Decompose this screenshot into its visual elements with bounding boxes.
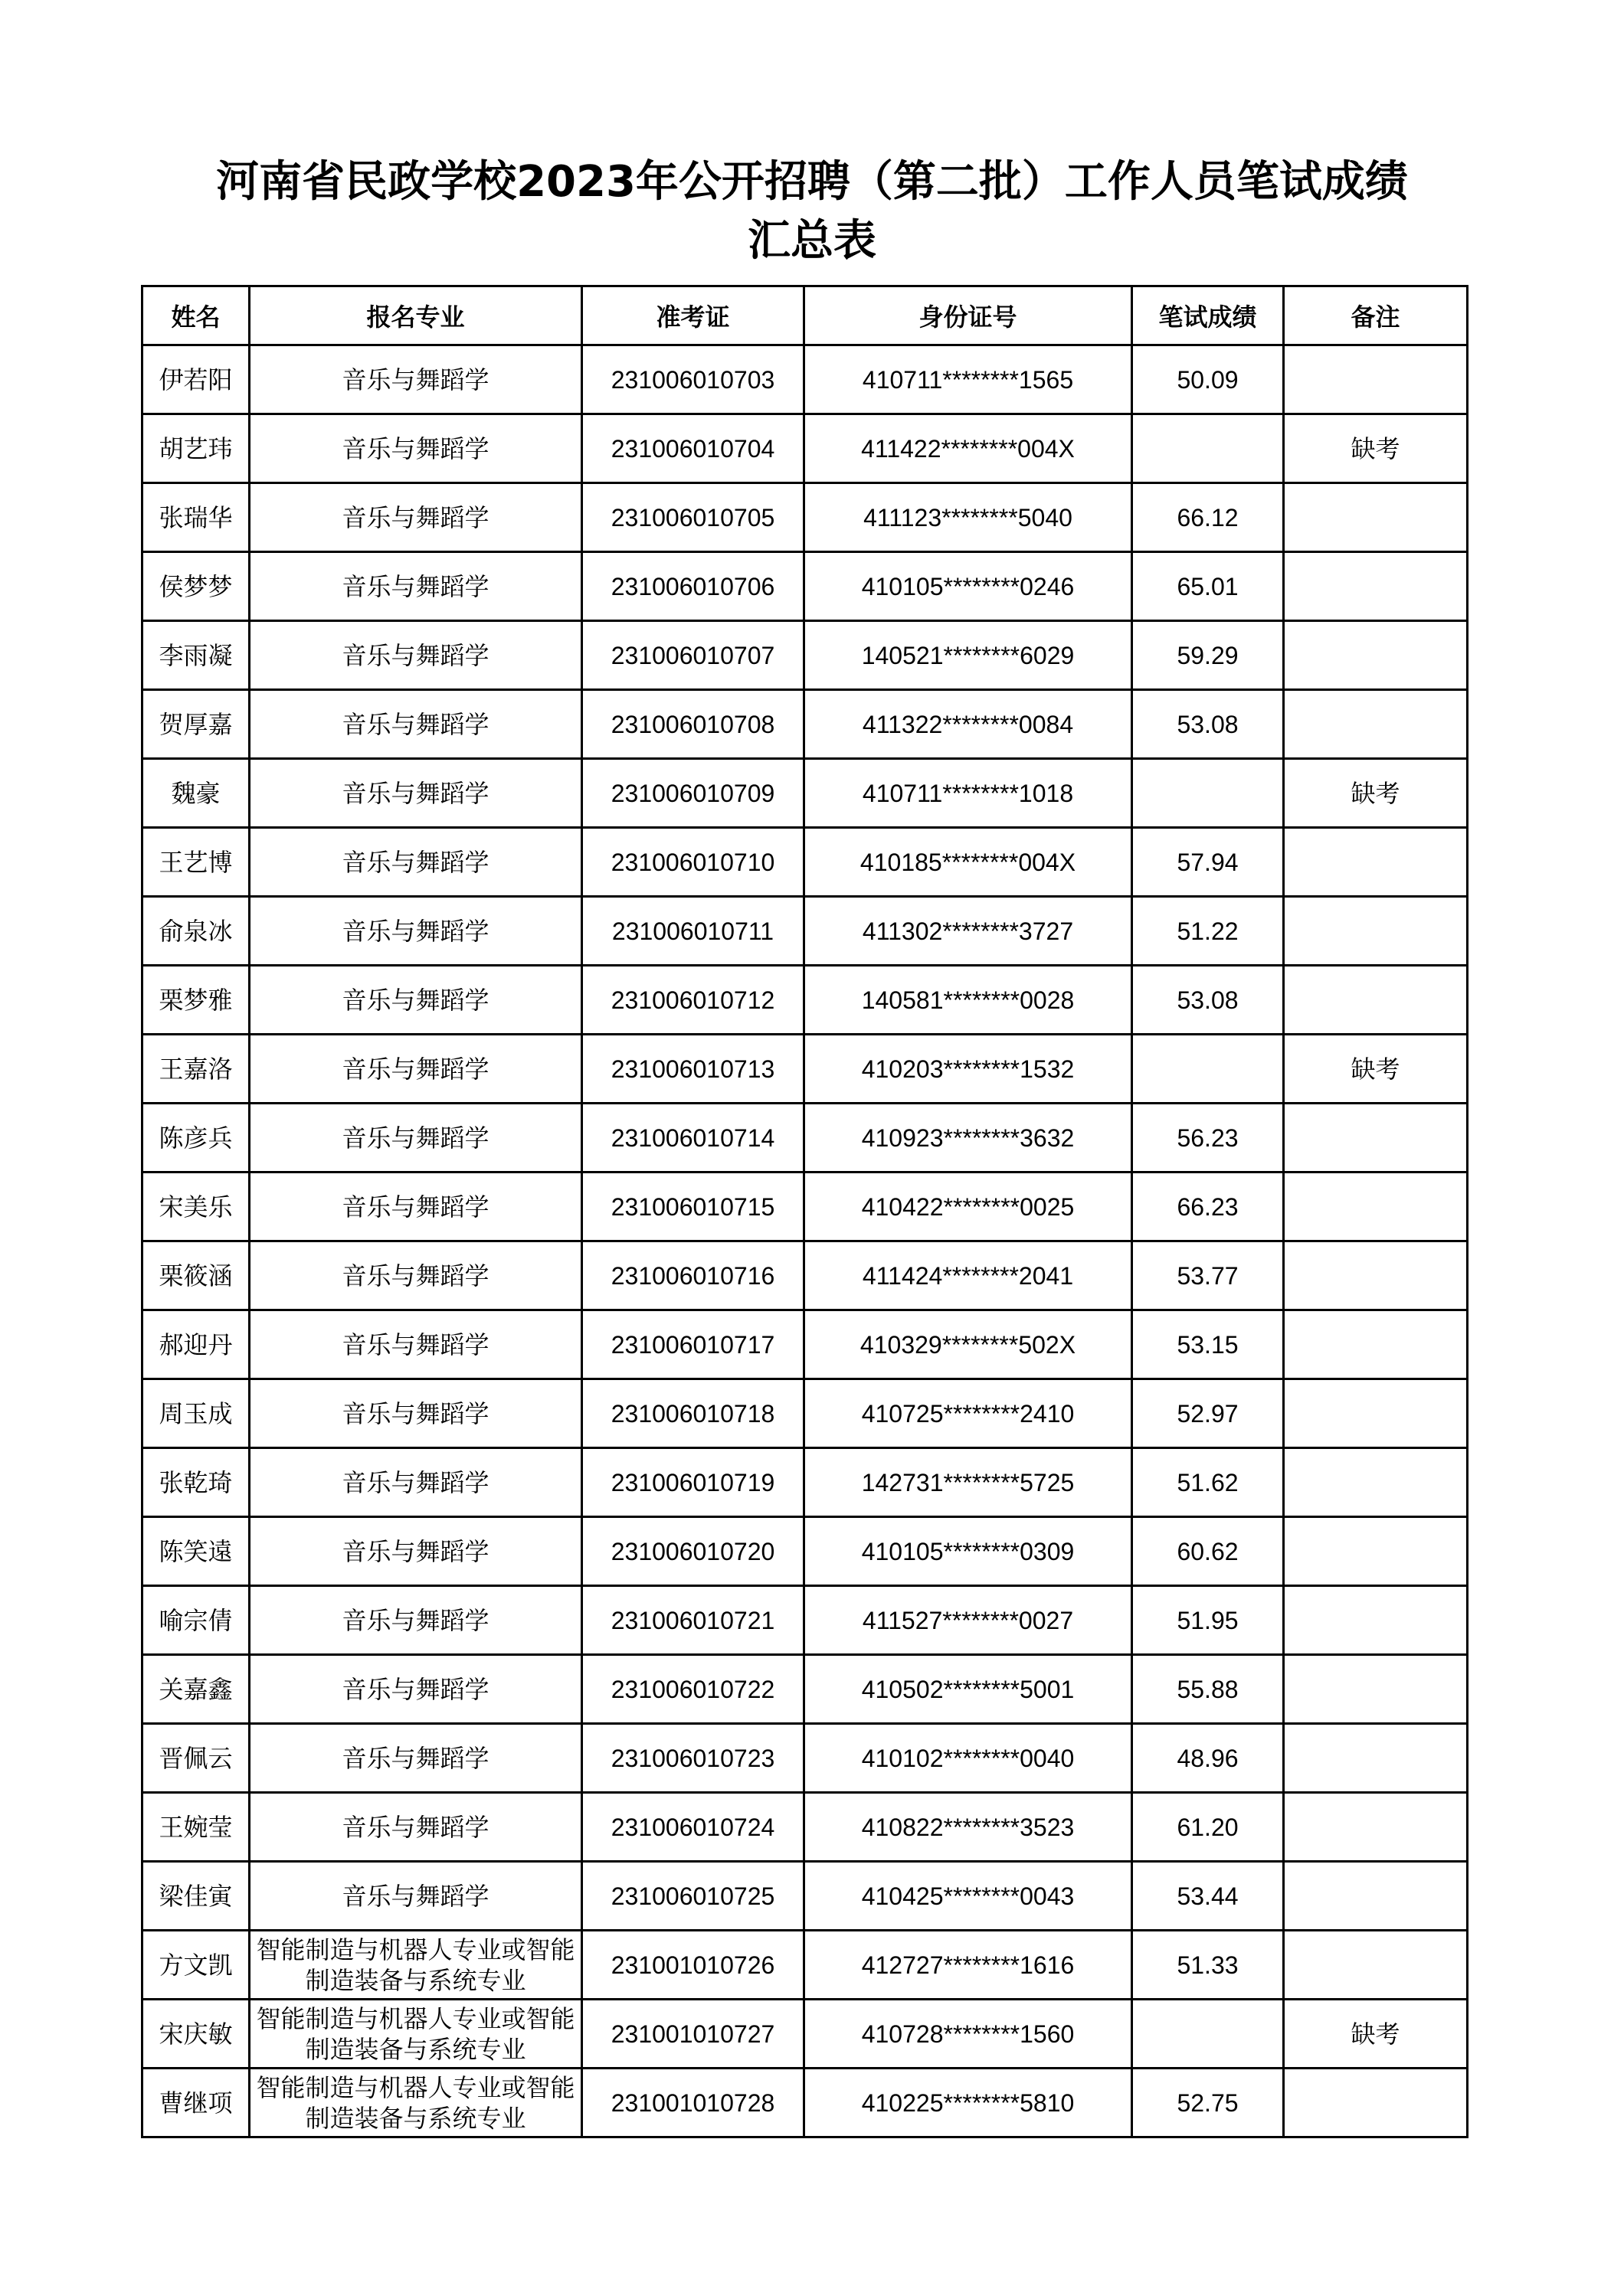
cell-id-number: 411424********2041 <box>804 1241 1132 1310</box>
cell-ticket: 231006010709 <box>582 759 804 828</box>
table-row <box>142 1517 1468 1586</box>
cell-name: 宋美乐 <box>142 1173 250 1241</box>
cell-score: 53.44 <box>1132 1862 1284 1931</box>
cell-major: 音乐与舞蹈学 <box>250 1793 582 1862</box>
cell-note <box>1284 1931 1468 2000</box>
cell-id-number: 140581********0028 <box>804 966 1132 1035</box>
header-ticket: 准考证 <box>582 286 804 345</box>
cell-id-number: 410725********2410 <box>804 1379 1132 1448</box>
cell-score: 59.29 <box>1132 621 1284 690</box>
cell-score: 48.96 <box>1132 1724 1284 1793</box>
cell-ticket: 231006010707 <box>582 621 804 690</box>
cell-score: 60.62 <box>1132 1517 1284 1586</box>
cell-score: 51.22 <box>1132 897 1284 966</box>
cell-note <box>1284 345 1468 414</box>
cell-id-number: 410422********0025 <box>804 1173 1132 1241</box>
table-row <box>142 828 1468 897</box>
table-row <box>142 621 1468 690</box>
table-row <box>142 414 1468 483</box>
cell-ticket: 231006010723 <box>582 1724 804 1793</box>
cell-note <box>1284 966 1468 1035</box>
cell-score: 56.23 <box>1132 1104 1284 1173</box>
cell-id-number: 410425********0043 <box>804 1862 1132 1931</box>
cell-score: 51.33 <box>1132 1931 1284 2000</box>
table-row <box>142 2000 1468 2069</box>
cell-score: 55.88 <box>1132 1655 1284 1724</box>
cell-major: 音乐与舞蹈学 <box>250 897 582 966</box>
page-title: 河南省民政学校2023年公开招聘（第二批）工作人员笔试成绩 <box>216 157 1408 207</box>
table-row <box>142 1586 1468 1655</box>
cell-ticket: 231006010715 <box>582 1173 804 1241</box>
cell-score: 52.97 <box>1132 1379 1284 1448</box>
cell-id-number: 410329********502X <box>804 1310 1132 1379</box>
cell-name: 郝迎丹 <box>142 1310 250 1379</box>
cell-name: 曹继项 <box>142 2069 250 2137</box>
cell-ticket: 231006010703 <box>582 345 804 414</box>
cell-score: 53.08 <box>1132 966 1284 1035</box>
table-row <box>142 966 1468 1035</box>
page-title-continued: 汇总表 <box>748 216 876 266</box>
cell-major: 音乐与舞蹈学 <box>250 345 582 414</box>
cell-note <box>1284 552 1468 621</box>
cell-id-number: 410502********5001 <box>804 1655 1132 1724</box>
cell-score: 53.15 <box>1132 1310 1284 1379</box>
cell-id-number: 410728********1560 <box>804 2000 1132 2069</box>
cell-major: 音乐与舞蹈学 <box>250 690 582 759</box>
cell-note <box>1284 621 1468 690</box>
cell-id-number: 411527********0027 <box>804 1586 1132 1655</box>
cell-major: 音乐与舞蹈学 <box>250 1173 582 1241</box>
table-row <box>142 483 1468 552</box>
table-row <box>142 345 1468 414</box>
cell-major: 音乐与舞蹈学 <box>250 483 582 552</box>
header-id-number: 身份证号 <box>804 286 1132 345</box>
cell-name: 王艺博 <box>142 828 250 897</box>
cell-score <box>1132 414 1284 483</box>
cell-major: 智能制造与机器人专业或智能制造装备与系统专业 <box>250 2000 582 2069</box>
header-score: 笔试成绩 <box>1132 286 1284 345</box>
cell-name: 陈笑遠 <box>142 1517 250 1586</box>
cell-name: 梁佳寅 <box>142 1862 250 1931</box>
cell-name: 伊若阳 <box>142 345 250 414</box>
table-row <box>142 1655 1468 1724</box>
cell-score: 53.77 <box>1132 1241 1284 1310</box>
cell-ticket: 231006010712 <box>582 966 804 1035</box>
cell-score: 61.20 <box>1132 1793 1284 1862</box>
cell-major: 音乐与舞蹈学 <box>250 1724 582 1793</box>
cell-score: 50.09 <box>1132 345 1284 414</box>
cell-id-number: 140521********6029 <box>804 621 1132 690</box>
cell-name: 栗筱涵 <box>142 1241 250 1310</box>
cell-note <box>1284 1104 1468 1173</box>
cell-name: 晋佩云 <box>142 1724 250 1793</box>
table-row <box>142 1104 1468 1173</box>
cell-score: 66.23 <box>1132 1173 1284 1241</box>
cell-ticket: 231006010713 <box>582 1035 804 1104</box>
cell-id-number: 410822********3523 <box>804 1793 1132 1862</box>
cell-ticket: 231001010726 <box>582 1931 804 2000</box>
cell-id-number: 411422********004X <box>804 414 1132 483</box>
cell-ticket: 231006010717 <box>582 1310 804 1379</box>
cell-id-number: 410711********1018 <box>804 759 1132 828</box>
cell-ticket: 231006010705 <box>582 483 804 552</box>
cell-note <box>1284 1586 1468 1655</box>
cell-note <box>1284 1241 1468 1310</box>
table-row <box>142 2069 1468 2137</box>
cell-note: 缺考 <box>1284 759 1468 828</box>
cell-ticket: 231001010727 <box>582 2000 804 2069</box>
cell-major: 音乐与舞蹈学 <box>250 1448 582 1517</box>
cell-id-number: 410105********0246 <box>804 552 1132 621</box>
cell-name: 王婉莹 <box>142 1793 250 1862</box>
table-row <box>142 1035 1468 1104</box>
cell-name: 王嘉洛 <box>142 1035 250 1104</box>
cell-ticket: 231006010706 <box>582 552 804 621</box>
cell-ticket: 231006010711 <box>582 897 804 966</box>
table-row <box>142 1931 1468 2000</box>
table-row <box>142 1793 1468 1862</box>
cell-ticket: 231006010704 <box>582 414 804 483</box>
cell-major: 音乐与舞蹈学 <box>250 552 582 621</box>
cell-score: 57.94 <box>1132 828 1284 897</box>
cell-note <box>1284 2069 1468 2137</box>
cell-id-number: 410203********1532 <box>804 1035 1132 1104</box>
header-name: 姓名 <box>142 286 250 345</box>
cell-name: 宋庆敏 <box>142 2000 250 2069</box>
cell-score <box>1132 1035 1284 1104</box>
cell-score: 53.08 <box>1132 690 1284 759</box>
header-major: 报名专业 <box>250 286 582 345</box>
table-row <box>142 1310 1468 1379</box>
cell-note <box>1284 1173 1468 1241</box>
cell-major: 音乐与舞蹈学 <box>250 966 582 1035</box>
cell-id-number: 411302********3727 <box>804 897 1132 966</box>
cell-name: 魏豪 <box>142 759 250 828</box>
cell-id-number: 410225********5810 <box>804 2069 1132 2137</box>
cell-ticket: 231006010721 <box>582 1586 804 1655</box>
cell-id-number: 410105********0309 <box>804 1517 1132 1586</box>
cell-score: 65.01 <box>1132 552 1284 621</box>
cell-major: 音乐与舞蹈学 <box>250 759 582 828</box>
cell-ticket: 231006010722 <box>582 1655 804 1724</box>
cell-ticket: 231001010728 <box>582 2069 804 2137</box>
cell-ticket: 231006010720 <box>582 1517 804 1586</box>
cell-note <box>1284 690 1468 759</box>
cell-major: 音乐与舞蹈学 <box>250 1862 582 1931</box>
cell-major: 智能制造与机器人专业或智能制造装备与系统专业 <box>250 1931 582 2000</box>
cell-score: 52.75 <box>1132 2069 1284 2137</box>
cell-id-number: 411123********5040 <box>804 483 1132 552</box>
cell-name: 胡艺玮 <box>142 414 250 483</box>
table-row <box>142 1862 1468 1931</box>
cell-note <box>1284 1379 1468 1448</box>
cell-id-number: 410711********1565 <box>804 345 1132 414</box>
score-table <box>141 285 1468 2138</box>
cell-major: 音乐与舞蹈学 <box>250 828 582 897</box>
header-note: 备注 <box>1284 286 1468 345</box>
cell-ticket: 231006010716 <box>582 1241 804 1310</box>
cell-id-number: 412727********1616 <box>804 1931 1132 2000</box>
cell-note <box>1284 1793 1468 1862</box>
cell-note <box>1284 897 1468 966</box>
table-row <box>142 1173 1468 1241</box>
cell-score: 66.12 <box>1132 483 1284 552</box>
cell-id-number: 410923********3632 <box>804 1104 1132 1173</box>
cell-major: 音乐与舞蹈学 <box>250 1586 582 1655</box>
cell-score <box>1132 2000 1284 2069</box>
cell-major: 音乐与舞蹈学 <box>250 1241 582 1310</box>
cell-note <box>1284 1517 1468 1586</box>
cell-major: 音乐与舞蹈学 <box>250 1035 582 1104</box>
cell-major: 音乐与舞蹈学 <box>250 414 582 483</box>
cell-note <box>1284 1724 1468 1793</box>
table-row <box>142 897 1468 966</box>
cell-major: 音乐与舞蹈学 <box>250 1379 582 1448</box>
cell-id-number: 410185********004X <box>804 828 1132 897</box>
cell-ticket: 231006010724 <box>582 1793 804 1862</box>
cell-name: 方文凯 <box>142 1931 250 2000</box>
table-row <box>142 690 1468 759</box>
cell-note: 缺考 <box>1284 414 1468 483</box>
cell-name: 张乾琦 <box>142 1448 250 1517</box>
table-row <box>142 1379 1468 1448</box>
cell-name: 李雨凝 <box>142 621 250 690</box>
header-row <box>142 286 1468 345</box>
cell-ticket: 231006010725 <box>582 1862 804 1931</box>
cell-major: 音乐与舞蹈学 <box>250 1655 582 1724</box>
cell-name: 栗梦雅 <box>142 966 250 1035</box>
cell-name: 侯梦梦 <box>142 552 250 621</box>
cell-note: 缺考 <box>1284 1035 1468 1104</box>
cell-name: 张瑞华 <box>142 483 250 552</box>
cell-ticket: 231006010718 <box>582 1379 804 1448</box>
cell-ticket: 231006010714 <box>582 1104 804 1173</box>
cell-ticket: 231006010719 <box>582 1448 804 1517</box>
cell-name: 陈彦兵 <box>142 1104 250 1173</box>
cell-name: 关嘉鑫 <box>142 1655 250 1724</box>
cell-note: 缺考 <box>1284 2000 1468 2069</box>
cell-major: 音乐与舞蹈学 <box>250 1517 582 1586</box>
cell-note <box>1284 1655 1468 1724</box>
cell-name: 俞泉冰 <box>142 897 250 966</box>
cell-score: 51.95 <box>1132 1586 1284 1655</box>
table-row <box>142 1448 1468 1517</box>
cell-score <box>1132 759 1284 828</box>
table-row <box>142 1241 1468 1310</box>
cell-note <box>1284 828 1468 897</box>
cell-note <box>1284 1448 1468 1517</box>
table-row <box>142 1724 1468 1793</box>
cell-ticket: 231006010708 <box>582 690 804 759</box>
cell-score: 51.62 <box>1132 1448 1284 1517</box>
cell-major: 音乐与舞蹈学 <box>250 621 582 690</box>
cell-ticket: 231006010710 <box>582 828 804 897</box>
cell-major: 音乐与舞蹈学 <box>250 1104 582 1173</box>
cell-id-number: 411322********0084 <box>804 690 1132 759</box>
cell-id-number: 142731********5725 <box>804 1448 1132 1517</box>
cell-name: 周玉成 <box>142 1379 250 1448</box>
table-body <box>142 345 1468 2137</box>
cell-major: 智能制造与机器人专业或智能制造装备与系统专业 <box>250 2069 582 2137</box>
cell-note <box>1284 483 1468 552</box>
table-row <box>142 759 1468 828</box>
cell-name: 喻宗倩 <box>142 1586 250 1655</box>
cell-note <box>1284 1310 1468 1379</box>
cell-major: 音乐与舞蹈学 <box>250 1310 582 1379</box>
cell-id-number: 410102********0040 <box>804 1724 1132 1793</box>
table-row <box>142 552 1468 621</box>
table-header <box>142 286 1468 345</box>
cell-name: 贺厚嘉 <box>142 690 250 759</box>
cell-note <box>1284 1862 1468 1931</box>
